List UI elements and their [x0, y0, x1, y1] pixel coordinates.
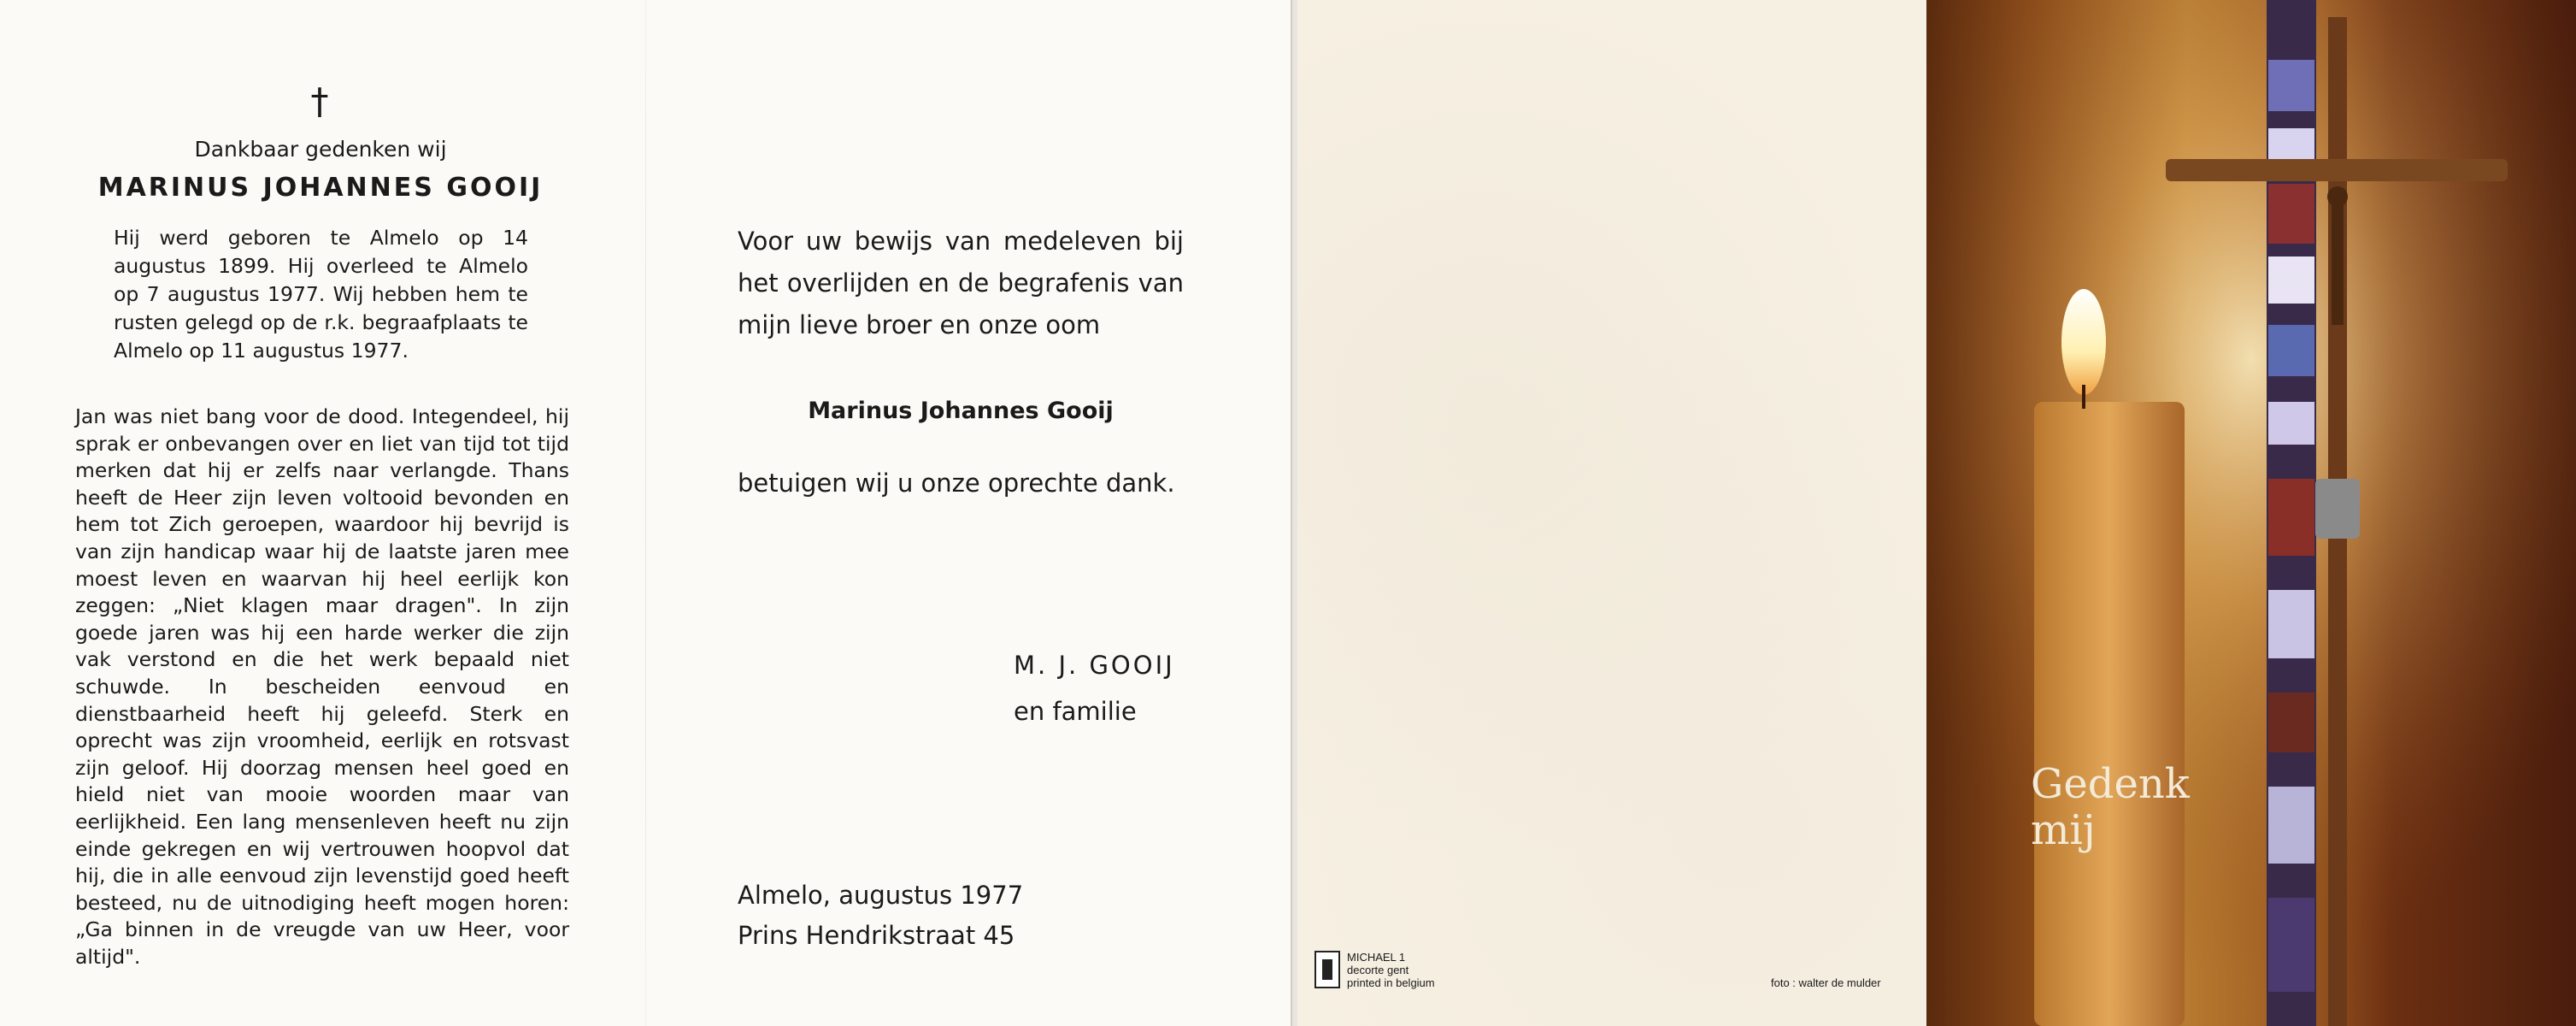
photo-title-line: Gedenk [2031, 760, 2190, 808]
card-fold-line [645, 0, 646, 1026]
cross-icon: † [310, 80, 329, 122]
deceased-name: MARINUS JOHANNES GOOIJ [97, 173, 544, 203]
signature-family: en familie [1014, 697, 1137, 726]
publisher-line: decorte gent [1347, 964, 1409, 976]
place-date: Almelo, augustus 1977 [738, 881, 1024, 910]
intro-text: Dankbaar gedenken wij [194, 137, 447, 162]
candle-glow [1926, 0, 2576, 1026]
address: Prins Hendrikstraat 45 [738, 921, 1015, 950]
memorial-card-cover [1297, 0, 2576, 1026]
thanks-closing-text: betuigen wij u onze oprechte dank. [738, 469, 1175, 498]
thanks-intro-text: Voor uw bewijs van medeleven bij het overlijden en de begrafenis van mijn lieve broer en onze oom [738, 227, 1184, 339]
publisher-lines [1347, 951, 1518, 989]
memorial-text: Jan was niet bang voor de dood. Integendeel, hij sprak er onbevangen over en liet van tijd tot tijd merken dat hij er zelfs naar verlangde. Thans heeft de Heer zijn leven voltooid bevonden en hem tot Zich geroepen, waardoor hij bevrijd is van zijn handicap waar hij de laatste jaren mee moest leven en waarvan hij heel eerlijk kon zeggen: „Niet klagen maar dragen". In zijn goede jaren was hij een harde werker die zijn vak verstond en die het werk bepaald niet schuwde. In bescheiden eenvoud en dienstbaarheid heeft hij geleefd. Sterk en oprecht was zijn vroomheid, eerlijk en rotsvast zijn geloof. Hij doorzag mensen heel goed en hield niet van mooie woorden maar van eerlijkheid. Een lang mensenleven heeft nu zijn einde gekregen en wij vertrouwen hoopvol dat hij, die in alle eenvoud zijn levenstijd goed heeft besteed, nu de uitnodiging heeft mogen horen: „Ga binnen in de vreugde van uw Heer, voor altijd". [75, 404, 569, 969]
candle-crucifix-photo [1926, 0, 2576, 1026]
candle [2034, 402, 2185, 1026]
photo-title [2031, 761, 2287, 853]
publisher-line: MICHAEL 1 [1347, 951, 1406, 964]
candle-wick [2082, 385, 2085, 409]
publisher-line: printed in belgium [1347, 976, 1435, 989]
candle-flame [2061, 289, 2106, 395]
paper-area [1297, 0, 1925, 1026]
signature-name: M. J. GOOIJ [1014, 651, 1175, 680]
photo-illustration [1926, 0, 2576, 1026]
photo-title-line: mij [2031, 806, 2096, 854]
photo-credit: foto : walter de mulder [1771, 976, 1881, 989]
biography-text: Hij werd geboren te Almelo op 14 augustus 1899. Hij overleed te Almelo op 7 augustus 1977. Wij hebben hem te rusten gelegd op de r.k. begraafplaats te Almelo op 11 augustus 1977. [114, 226, 528, 363]
stained-glass-strip [2267, 0, 2316, 1026]
publisher-logo-icon [1314, 951, 1340, 988]
thanks-deceased-name: Marinus Johannes Gooij [808, 398, 1114, 424]
